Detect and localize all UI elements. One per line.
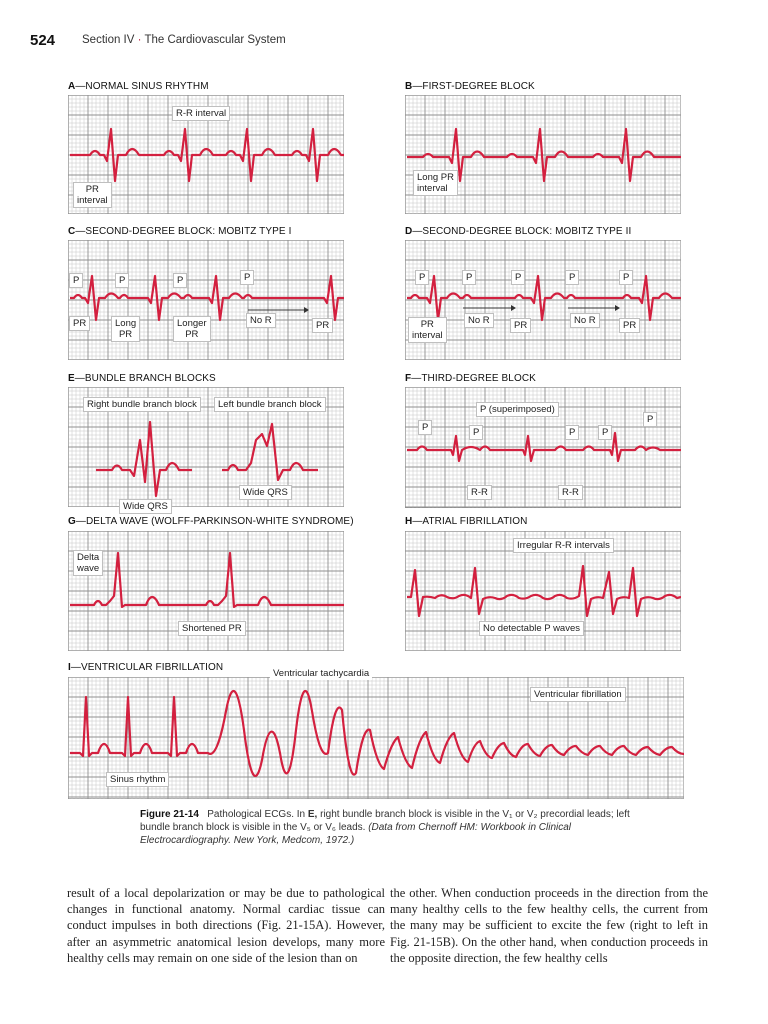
panel-e-title: E—BUNDLE BRANCH BLOCKS [68,373,216,384]
label-long-pr-interval: Long PR interval [413,170,458,196]
panel-c-title: C—SECOND-DEGREE BLOCK: MOBITZ TYPE I [68,226,292,237]
label-c-pr-end: PR [312,318,333,333]
figure-number: Figure 21-14 [140,809,199,820]
label-f-rr-2: R-R [558,485,583,500]
label-sinus-rhythm: Sinus rhythm [106,772,169,787]
label-d-no-r-2: No R [570,313,600,328]
panel-a-title: A—NORMAL SINUS RHYTHM [68,81,209,92]
panel-i-title: I—VENTRICULAR FIBRILLATION [68,662,224,673]
label-ventricular-tachycardia: Ventricular tachycardia [270,667,372,680]
label-c-p-1: P [69,273,83,288]
running-head: Section IV · The Cardiovascular System [82,34,286,46]
label-ventricular-fibrillation: Ventricular fibrillation [530,687,626,702]
label-d-p-4: P [565,270,579,285]
label-f-p-3: P [565,425,579,440]
figure-source: (Data from Chernoff HM: Workbook in Clinical Electrocardiography. New York, Medcom, 1972.) [140,822,572,846]
ecg-strip-c-mobitz-i [68,240,344,360]
panel-f-title: F—THIRD-DEGREE BLOCK [405,373,536,384]
label-d-no-r-1: No R [464,313,494,328]
label-p-superimposed: P (superimposed) [476,402,559,417]
label-wide-qrs-left: Wide QRS [239,485,292,500]
label-c-longer-pr: Longer PR [173,316,211,342]
label-irregular-rr-intervals: Irregular R-R intervals [513,538,614,553]
label-no-detectable-p-waves: No detectable P waves [479,621,584,636]
label-d-p-3: P [511,270,525,285]
page-number: 524 [30,32,56,49]
panel-h-title: H—ATRIAL FIBRILLATION [405,516,528,527]
label-wide-qrs-right: Wide QRS [119,499,172,514]
label-c-p-2: P [115,273,129,288]
label-rr-interval: R-R interval [172,106,230,121]
label-c-pr: PR [69,316,90,331]
label-d-pr-2: PR [510,318,531,333]
label-f-p-5: P [643,412,657,427]
panel-d-title: D—SECOND-DEGREE BLOCK: MOBITZ TYPE II [405,226,632,237]
label-c-no-r: No R [246,313,276,328]
label-f-p-1: P [418,420,432,435]
label-c-long-pr: Long PR [111,316,140,342]
ecg-strip-b-first-degree [405,95,681,214]
panel-b-title: B—FIRST-DEGREE BLOCK [405,81,535,92]
label-pr-interval: PR interval [73,182,112,208]
label-delta-wave: Delta wave [73,550,103,576]
label-right-bundle-branch-block: Right bundle branch block [83,397,201,412]
label-d-p-5: P [619,270,633,285]
label-d-pr-3: PR [619,318,640,333]
label-f-p-4: P [598,425,612,440]
label-f-p-2: P [469,425,483,440]
label-f-rr-1: R-R [467,485,492,500]
label-c-p-4: P [240,270,254,285]
label-c-p-3: P [173,273,187,288]
body-text-right-column: the other. When conduction proceeds in the direction from the many healthy cells to the few healthy cells, the current from the many may be sufficient to excite the few (right to left in Fig. 21-15B). On the other hand, when conduction proceeds in the opposite direction, the few healthy cells [390,886,708,965]
figure-caption: Figure 21-14 Pathological ECGs. In E, right bundle branch block is visible in the V₁ or V₂ precordial leads; left bundle branch block is visible in the V₅ or V₆ leads. (Data from Chernoff HM: Workbook in Clinical Electrocardiography. New York, Medcom, 1972.) [140,809,630,846]
label-d-p-2: P [462,270,476,285]
label-d-pr-interval: PR interval [408,317,447,343]
body-text-left-column: result of a local depolarization or may be due to pathological changes in functional anatomy. Normal cardiac tissue can conduct impulses in both directions (Fig. 21-15A). However, after an asymmetric anatomical lesion develops, many more healthy cells may remain on one side of the lesion than on [67,886,385,965]
label-left-bundle-branch-block: Left bundle branch block [214,397,326,412]
label-d-p-1: P [415,270,429,285]
panel-g-title: G—DELTA WAVE (WOLFF-PARKINSON-WHITE SYNDROME) [68,516,354,527]
label-shortened-pr: Shortened PR [178,621,246,636]
page-header [30,30,730,54]
